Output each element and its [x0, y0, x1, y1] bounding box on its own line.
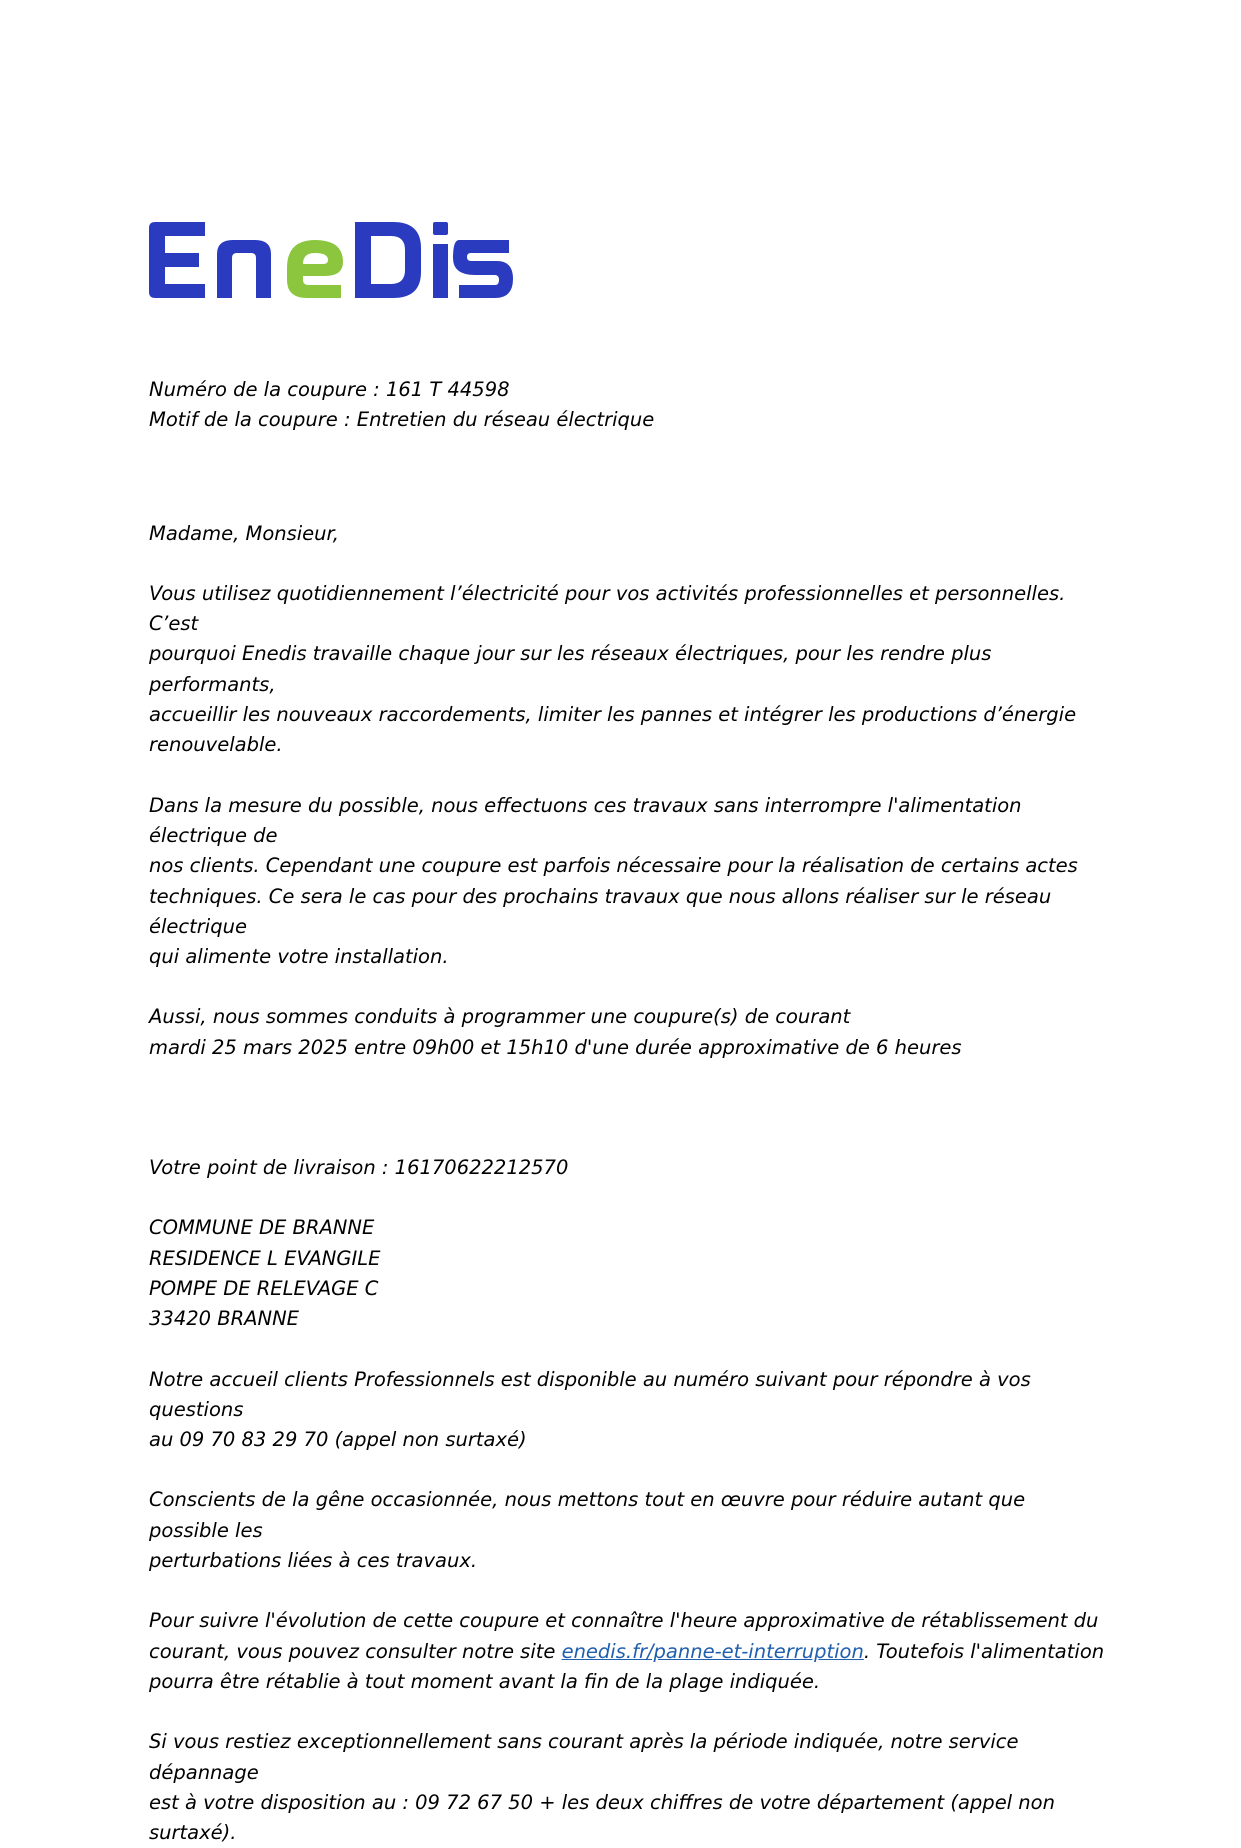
- schedule: [149, 1002, 1109, 1063]
- cut-number: Numéro de la coupure : 161 T 44598: [149, 378, 510, 401]
- paragraph-works: Dans la mesure du possible, nous effectuons ces travaux sans interrompre l'alimentation électrique de nos clients. Cependant une coupure est parfois nécessaire pour la réalisation de certains actes techniques. Ce sera le cas pour des prochains travaux que nous allons réaliser sur le réseau électrique qui alimente votre installation.: [149, 793, 1078, 969]
- schedule-intro: Aussi, nous sommes conduits à programmer une coupure(s) de courant: [149, 1005, 851, 1029]
- cut-reason: Motif de la coupure : Entretien du réseau électrique: [149, 408, 655, 432]
- paragraph-intro: Vous utilisez quotidiennement l’électricité pour vos activités professionnelles et personnelles. C’est pourquoi Enedis travaille chaque jour sur les réseaux électriques, pour les rendre plus performants, accueillir les nouveaux raccordements, limiter les pannes et intégrer les productions d’énergie renouvelable.: [149, 581, 1077, 757]
- schedule-details: mardi 25 mars 2025 entre 09h00 et 15h10 d'une durée approximative de 6 heures: [149, 1035, 962, 1059]
- address-block: COMMUNE DE BRANNE RESIDENCE L EVANGILE POMPE DE RELEVAGE C 33420 BRANNE: [149, 1216, 381, 1331]
- troubleshooting-paragraph: Si vous restiez exceptionnellement sans courant après la période indiquée, notre service dépannage est à votre disposition au : 09 72 67 50 + les deux chiffres de votre département (appel non surtaxé).: [149, 1730, 1055, 1845]
- letter-body: [149, 375, 1109, 1848]
- delivery-point: Votre point de livraison : 16170622212570: [149, 1156, 569, 1180]
- apology-paragraph: Conscients de la gêne occasionnée, nous mettons tout en œuvre pour réduire autant que possible les perturbations liées à ces travaux.: [149, 1488, 1026, 1573]
- enedis-logo: [147, 218, 517, 302]
- contact-paragraph: Notre accueil clients Professionnels est disponible au numéro suivant pour répondre à vos questions au 09 70 83 29 70 (appel non surtaxé): [149, 1367, 1031, 1452]
- follow-up-paragraph: Pour suivre l'évolution de cette coupure et connaître l'heure approximative de rétablissement du courant, vous pouvez consulter notre site enedis.fr/panne-et-interruption. Toutefois l'alimentation pourra être rétablie à tout moment avant la fin de la plage indiquée.: [149, 1609, 1105, 1693]
- greeting: Madame, Monsieur,: [149, 521, 339, 545]
- outage-info-link[interactable]: enedis.fr/panne-et-interruption: [561, 1639, 864, 1663]
